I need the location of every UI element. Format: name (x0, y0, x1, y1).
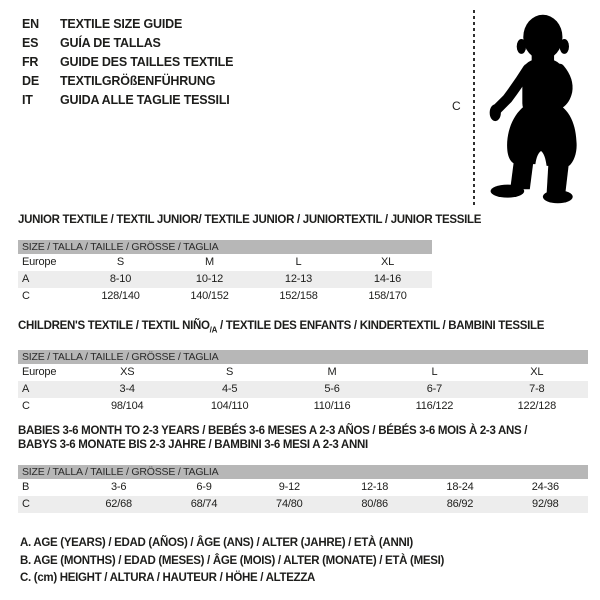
age-cell: 7-8 (529, 383, 545, 396)
table-row-europe (18, 254, 432, 271)
size-cell: M (205, 256, 214, 268)
size-cell: XS (120, 366, 135, 379)
children-title-pre: CHILDREN'S TEXTILE / TEXTIL NIÑO (18, 320, 210, 332)
junior-section (18, 213, 482, 305)
babies-title-line1: BABIES 3-6 MONTH TO 2-3 YEARS / BEBÉS 3-6 MESES A 2-3 AÑOS / BÉBÉS 3-6 MOIS À 2-3 ANS / (18, 425, 528, 437)
table-row-europe (18, 364, 588, 381)
footnotes (20, 535, 444, 588)
age-cell: 3-6 (111, 481, 127, 493)
size-cell: L (431, 366, 438, 379)
language-label: TEXTILGRÖßENFÜHRUNG (60, 74, 216, 88)
height-cell: 152/158 (279, 290, 318, 302)
language-row-es (22, 34, 233, 53)
children-size-header: SIZE / TALLA / TAILLE / GRÖSSE / TAGLIA (18, 350, 588, 364)
age-cell: 6-9 (196, 481, 212, 493)
height-cell: 110/116 (313, 400, 351, 413)
age-cell: 5-6 (324, 383, 340, 396)
height-cell: 140/152 (190, 290, 229, 302)
height-figure (440, 0, 600, 216)
age-cell: 18-24 (446, 481, 474, 493)
children-title-sub: /A (209, 325, 218, 335)
size-cell: S (226, 366, 234, 379)
row-label: A (22, 273, 30, 285)
language-label: GUIDA ALLE TAGLIE TESSILI (60, 93, 230, 107)
age-cell: 14-16 (373, 273, 402, 285)
age-cell: 4-5 (221, 383, 238, 396)
height-cell: 80/86 (361, 498, 388, 510)
row-label: C (22, 498, 30, 510)
height-cell: 86/92 (446, 498, 474, 510)
height-cell: 128/140 (101, 290, 140, 302)
language-code: DE (22, 74, 39, 88)
babies-title-line2: BABYS 3-6 MONATE BIS 2-3 JAHRE / BAMBINI 3-6 MESI A 2-3 ANNI (18, 439, 368, 451)
height-cell: 98/104 (110, 400, 144, 413)
language-label: GUIDE DES TAILLES TEXTILE (60, 55, 234, 69)
age-cell: 24-36 (531, 481, 559, 493)
language-code: FR (22, 55, 39, 69)
language-code: ES (22, 36, 39, 50)
babies-size-header: SIZE / TALLA / TAILLE / GRÖSSE / TAGLIA (18, 465, 588, 479)
baby-silhouette-icon (485, 8, 597, 210)
size-cell: L (295, 256, 302, 268)
size-cell: XL (530, 366, 544, 379)
height-cell: 104/110 (210, 400, 249, 413)
height-marker-label: C (452, 99, 461, 113)
row-label: B (22, 481, 30, 493)
height-cell: 92/98 (532, 498, 559, 510)
age-cell: 10-12 (195, 273, 224, 285)
footnote-b: B. AGE (MONTHS) / EDAD (MESES) / ÂGE (MOIS) / ALTER (MONATE) / ETÀ (MESI) (20, 554, 445, 567)
language-row-fr (22, 53, 233, 72)
footnote-c: C. (cm) HEIGHT / ALTURA / HAUTEUR / HÖHE / ALTEZZA (20, 572, 316, 584)
height-cell: 62/68 (105, 498, 132, 510)
row-label: C (22, 290, 30, 302)
row-label: Europe (22, 366, 57, 379)
height-cell: 158/170 (368, 290, 407, 302)
children-title (18, 319, 588, 337)
babies-section (18, 424, 588, 513)
language-code: IT (22, 93, 33, 107)
language-row-it (22, 91, 233, 110)
age-cell: 8-10 (109, 273, 132, 285)
size-cell: XL (380, 256, 395, 268)
height-cell: 74/80 (276, 498, 303, 510)
language-code: EN (22, 17, 39, 31)
height-dashed-line (473, 10, 475, 206)
size-cell: M (327, 366, 337, 379)
table-row-age-months (18, 479, 588, 496)
language-list (22, 15, 233, 110)
children-title-post: / TEXTILE DES ENFANTS / KINDERTEXTIL / BAMBINI TESSILE (217, 320, 545, 332)
age-cell: 6-7 (426, 383, 443, 396)
row-label: A (22, 383, 30, 396)
age-cell: 12-18 (361, 481, 389, 493)
age-cell: 12-13 (284, 273, 313, 285)
height-cell: 122/128 (517, 400, 557, 413)
table-row-height (18, 288, 432, 305)
table-row-age (18, 271, 432, 288)
table-row-age (18, 381, 588, 398)
row-label: Europe (22, 256, 57, 268)
height-cell: 68/74 (190, 498, 218, 510)
children-section (18, 319, 588, 415)
table-row-height (18, 496, 588, 513)
language-label: GUÍA DE TALLAS (60, 36, 161, 50)
table-row-height (18, 398, 588, 415)
row-label: C (22, 400, 30, 413)
age-cell: 9-12 (278, 481, 300, 493)
junior-size-header: SIZE / TALLA / TAILLE / GRÖSSE / TAGLIA (18, 240, 432, 254)
height-cell: 116/122 (415, 400, 454, 413)
size-cell: S (116, 256, 125, 268)
language-label: TEXTILE SIZE GUIDE (60, 17, 183, 31)
footnote-a: A. AGE (YEARS) / EDAD (AÑOS) / ÂGE (ANS) / ALTER (JAHRE) / ETÀ (ANNI) (20, 537, 413, 549)
junior-title: JUNIOR TEXTILE / TEXTIL JUNIOR/ TEXTILE JUNIOR / JUNIORTEXTIL / JUNIOR TESSILE (18, 214, 482, 226)
language-row-en (22, 15, 233, 34)
language-row-de (22, 72, 233, 91)
age-cell: 3-4 (119, 383, 135, 396)
